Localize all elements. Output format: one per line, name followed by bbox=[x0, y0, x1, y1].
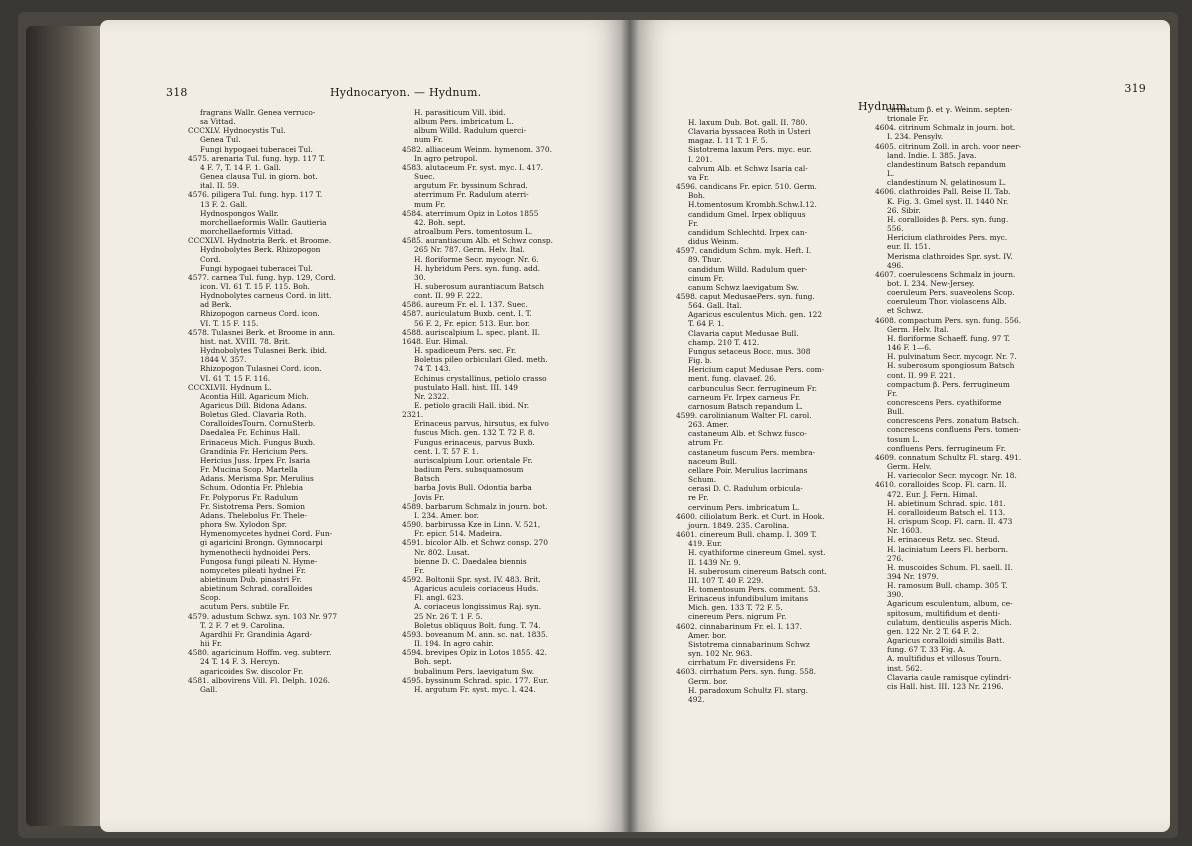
text-line: concrescens Pers. cyathiforme bbox=[887, 398, 1002, 407]
text-line: castaneum Alb. et Schwz fusco- bbox=[688, 429, 807, 439]
text-line: Hydnobolytes Tulasnei Berk. ibid. bbox=[200, 346, 327, 356]
text-line: CoralloidesTourn. CornuSterb. bbox=[200, 419, 316, 429]
text-line: Hericius Juss. Irpex Fr. Isaria bbox=[200, 455, 311, 465]
text-line: K. Fig. 3. Gmel syst. II. 1440 Nr. bbox=[887, 196, 1009, 206]
page-number: 319 bbox=[1124, 82, 1146, 95]
text-line: cinereum Pers. nigrum Fr. bbox=[688, 612, 787, 622]
text-line: album Willd. Radulum querci- bbox=[414, 126, 527, 136]
text-line: 74 T. 143. bbox=[414, 364, 451, 374]
text-line: VI. 61 T. 15 F. 116. bbox=[200, 373, 271, 383]
text-line: morchellaeformis Vittad. bbox=[200, 227, 293, 237]
text-line: Nr. 2322. bbox=[414, 391, 450, 401]
text-line: confluens Pers. ferrugineum Fr. bbox=[887, 443, 1006, 453]
text-line: E. petiolo gracili Hall. ibid. Nr. bbox=[414, 401, 530, 410]
text-line: CCCXLVI. Hydnotria Berk. et Broome. bbox=[188, 236, 332, 246]
text-line: morchellaeformis Wallr. Gautieria bbox=[200, 217, 327, 227]
text-line: eur. II. 151. bbox=[887, 242, 931, 252]
text-line: 4592. Boltonii Spr. syst. IV. 483. Brit. bbox=[402, 574, 541, 584]
text-line: gi agaricini Brongn. Gymnocarpi bbox=[200, 538, 323, 548]
text-line: 265 Nr. 787. Germ. Helv. Ital. bbox=[414, 245, 525, 255]
text-line: Germ. Helv. bbox=[887, 462, 932, 472]
text-column bbox=[402, 108, 612, 694]
text-line: CCCXLV. Hydnocystis Tul. bbox=[188, 126, 286, 136]
text-line: land. Indie. I. 385. Java. bbox=[887, 150, 977, 160]
text-line: 472. Eur. J. Fern. Himal. bbox=[887, 489, 978, 499]
text-line: 4578. Tulasnei Berk. et Broome in ann. bbox=[188, 327, 336, 337]
text-line: Fungus erinaceus, parvus Buxb. bbox=[414, 437, 535, 447]
text-line: 4595. byssinum Schrad. spic. 177. Eur. bbox=[402, 675, 549, 685]
text-line: 4603. cirrhatum Pers. syn. fung. 558. bbox=[676, 667, 816, 677]
text-line: Fr. bbox=[688, 218, 699, 228]
text-line: 13 F. 2. Gall. bbox=[200, 199, 248, 209]
text-line: 4601. cinereum Bull. champ. I. 309 T. bbox=[676, 530, 817, 540]
text-line: barba Jovis Bull. Odontia barba bbox=[414, 483, 532, 493]
text-line: cont. II. 99 F. 222. bbox=[414, 291, 483, 301]
text-line: aterrimum Fr. Radulum aterri- bbox=[414, 190, 529, 200]
text-line: II. 1439 Nr. 9. bbox=[688, 557, 741, 567]
text-line: Agaricus esculentus Mich. gen. 122 bbox=[688, 310, 823, 320]
text-line: concrescens confluens Pers. tomen- bbox=[887, 425, 1022, 435]
text-line: 4593. boveanum M. ann. sc. nat. 1835. bbox=[402, 629, 549, 639]
text-line: 42. Boh. sept. bbox=[414, 217, 466, 227]
text-line: candidum Schlechtd. Irpex can- bbox=[688, 227, 808, 237]
text-line: calvum Alb. et Schwz Isaria cal- bbox=[688, 163, 808, 173]
text-line: 1648. Eur. Himal. bbox=[402, 336, 469, 346]
text-line: Schum. bbox=[688, 475, 717, 485]
text-line: H. paradoxum Schultz Fl. starg. bbox=[688, 685, 808, 695]
text-line: H. coralloides β. Pers. syn. fung. bbox=[887, 214, 1009, 224]
text-line: ment. fung. clavaef. 26. bbox=[688, 374, 777, 384]
text-line: atroalbum Pers. tomentosum L. bbox=[414, 227, 533, 237]
text-line: Sistotrema cinnabarinum Schwz bbox=[688, 639, 810, 649]
text-line: gen. 122 Nr. 2 T. 64 F. 2. bbox=[887, 626, 979, 636]
text-line: H. cyathiforme cinereum Gmel. syst. bbox=[688, 548, 826, 558]
text-line: 4581. albovirens Vill. Fl. Delph. 1026. bbox=[188, 675, 331, 685]
text-line: magaz. I. 11 T. 1 F. 5. bbox=[688, 136, 768, 146]
text-line: clandestinum Batsch repandum bbox=[887, 159, 1006, 169]
text-line: 276. bbox=[887, 553, 904, 563]
text-line: inst. 562. bbox=[887, 663, 923, 673]
text-line: Clavaria caput Medusae Bull. bbox=[688, 328, 799, 338]
text-line: Adans. Merisma Spr. Merulius bbox=[200, 474, 314, 484]
text-line: Daedalea Fr. Echinus Hall. bbox=[200, 428, 301, 438]
text-line: hii Fr. bbox=[200, 639, 223, 649]
text-line: Scop. bbox=[200, 593, 221, 603]
text-line: Acontia Hill. Agaricum Mich. bbox=[200, 391, 309, 401]
text-line: Gall. bbox=[200, 684, 218, 694]
text-line: Grandinia Fr. Hericium Pers. bbox=[200, 446, 309, 456]
text-line: Mich. gen. 133 T. 72 F. 5. bbox=[688, 603, 783, 613]
text-line: compactum β. Pers. ferrugineum bbox=[887, 379, 1010, 389]
text-line: Suec. bbox=[414, 172, 435, 182]
text-line: cellare Poir. Merulius lacrimans bbox=[688, 465, 808, 475]
text-line: cont. II. 99 F. 221. bbox=[887, 370, 956, 380]
page-number: 318 bbox=[166, 86, 188, 99]
text-line: Hydnobolytes carneus Cord. in litt. bbox=[200, 291, 332, 301]
text-line: atrum Fr. bbox=[688, 438, 724, 448]
text-column bbox=[875, 105, 1080, 691]
text-line: I. 234. Amer. bor. bbox=[414, 510, 479, 520]
text-line: Clavaria byssacea Roth in Usteri bbox=[688, 127, 811, 137]
text-line: ital. II. 59. bbox=[200, 181, 240, 191]
text-line: 146 F. 1—6. bbox=[887, 343, 932, 353]
text-line: Fl. angl. 623. bbox=[414, 593, 464, 603]
text-line: bubalinum Pers. laevigatum Sw. bbox=[414, 666, 535, 676]
text-line: 564. Gall. Ital. bbox=[688, 301, 742, 311]
text-line: 4584. aterrimum Opiz in Lotos 1855 bbox=[402, 208, 539, 218]
text-line: 4606. clathroides Pall. Reise II. Tab. bbox=[875, 187, 1011, 197]
text-line: 4583. alutaceum Fr. syst. myc. I. 417. bbox=[402, 162, 544, 172]
text-line: Fr. epicr. 514. Madeira. bbox=[414, 529, 503, 539]
text-line: 4579. adustum Schwz. syn. 103 Nr. 977 bbox=[188, 611, 338, 621]
text-line: Hericium caput Medusae Pers. com- bbox=[688, 365, 825, 375]
running-head: Hydnocaryon. — Hydnum. bbox=[330, 86, 482, 99]
text-line: 556. bbox=[887, 224, 904, 234]
text-line: fung. 67 T. 33 Fig. A. bbox=[887, 645, 966, 655]
text-line: 4585. aurantiacum Alb. et Schwz consp. bbox=[402, 236, 553, 246]
text-line: A. multifidus et villosus Tourn. bbox=[887, 654, 1002, 664]
text-line: candidum Willd. Radulum quer- bbox=[688, 264, 808, 274]
text-line: Nr. 1603. bbox=[887, 526, 923, 536]
text-line: H. suberosum aurantiacum Batsch bbox=[414, 281, 545, 291]
text-line: T. 64 F. 1. bbox=[688, 319, 725, 329]
text-line: bot. I. 234. New-Jersey. bbox=[887, 278, 975, 288]
text-line: Fungi hypogaei tuberacei Tul. bbox=[200, 263, 313, 273]
text-line: 263. Amer. bbox=[688, 420, 729, 430]
text-line: Boh. sept. bbox=[414, 657, 452, 667]
text-line: Fungi hypogaei tuberacei Tul. bbox=[200, 144, 313, 154]
text-line: VI. T. 15 F. 115. bbox=[200, 318, 259, 328]
text-line: 4591. bicolor Alb. et Schwz consp. 270 bbox=[402, 538, 548, 548]
text-column bbox=[676, 118, 876, 704]
page-edges bbox=[26, 26, 100, 826]
text-line: Clavaria caule ramisque cylindri- bbox=[887, 672, 1012, 682]
text-line: A. coriaceus longissimus Raj. syn. bbox=[414, 602, 542, 612]
text-line: fragrans Wallr. Genea verruco- bbox=[200, 108, 316, 117]
text-line: Adans. Thelebolus Fr. Thele- bbox=[200, 510, 307, 520]
text-line: canum Schwz laevigatum Sw. bbox=[688, 282, 799, 292]
text-line: 4587. auriculatum Buxb. cent. I. T. bbox=[402, 309, 532, 319]
text-line: 4609. connatum Schultz Fl. starg. 491. bbox=[875, 452, 1022, 462]
left-page bbox=[100, 20, 630, 832]
text-line: 4604. citrinum Schmalz in journ. bot. bbox=[875, 123, 1016, 133]
text-line: Boh. bbox=[688, 191, 705, 201]
text-line: num Fr. bbox=[414, 135, 444, 145]
text-line: H. floriforme Secr. mycogr. Nr. 6. bbox=[414, 254, 539, 264]
text-line: cent. I. T. 57 F. 1. bbox=[414, 446, 479, 456]
text-line: Hydnospongos Wallr. bbox=[200, 208, 279, 218]
text-line: ad Berk. bbox=[200, 300, 232, 310]
text-line: Fig. b. bbox=[688, 356, 713, 366]
text-line: Echinus crystallinus, petiolo crasso bbox=[414, 373, 547, 383]
text-line: Amer. bor. bbox=[688, 630, 727, 640]
text-line: et Schwz. bbox=[887, 306, 924, 316]
text-line: H. ramosum Bull. champ. 305 T. bbox=[887, 581, 1008, 591]
text-line: 4577. carnea Tul. fung. hyp. 129, Cord. bbox=[188, 272, 336, 282]
text-line: 394 Nr. 1979. bbox=[887, 571, 939, 581]
text-line: H. floriforme Schaeff. fung. 97 T. bbox=[887, 333, 1010, 343]
text-line: concrescens Pers. zonatum Batsch. bbox=[887, 416, 1020, 426]
text-line: abietinum Dub. pinastri Fr. bbox=[200, 574, 302, 584]
text-line: sa Vittad. bbox=[200, 117, 236, 127]
text-line: III. 107 T. 40 F. 229. bbox=[688, 575, 764, 585]
text-line: Fungus setaceus Bocc. mus. 308 bbox=[688, 346, 811, 356]
text-line: agaricoides Sw. discolor Fr. bbox=[200, 666, 304, 676]
text-line: Genea clausa Tul. in giorn. bot. bbox=[200, 172, 318, 182]
text-line: 4610. coralloides Scop. Fl. carn. II. bbox=[875, 480, 1007, 490]
text-line: H. laciniatum Leers Fl. herborn. bbox=[887, 544, 1009, 554]
text-line: candidum Gmel. Irpex obliquus bbox=[688, 209, 806, 219]
running-head: Hydnum. bbox=[858, 100, 911, 113]
text-line: 26. Sibir. bbox=[887, 205, 921, 215]
text-line: Erinaceus infundibulum imitans bbox=[688, 594, 808, 604]
text-line: Boletus Gled. Clavaria Roth. bbox=[200, 410, 307, 420]
text-line: 25 Nr. 26 T. 1 F. 5. bbox=[414, 611, 483, 621]
text-line: H. hybridum Pers. syn. fung. add. bbox=[414, 263, 540, 273]
text-line: 4586. aureum Fr. el. I. 137. Suec. bbox=[402, 300, 528, 310]
text-line: Cord. bbox=[200, 254, 221, 264]
text-line: H. muscoides Schum. Fl. saell. II. bbox=[887, 562, 1013, 572]
text-line: carneum Fr. Irpex carneus Fr. bbox=[688, 392, 801, 402]
text-line: Agaricus Dill. Bidona Adans. bbox=[200, 401, 307, 410]
text-line: 4576. piligera Tul. fung. hyp. 117 T. bbox=[188, 190, 323, 200]
text-line: T. 2 F. 7 et 9. Carolina. bbox=[200, 620, 285, 630]
text-line: CCCXLVII. Hydnum L. bbox=[188, 382, 272, 392]
text-line: 390. bbox=[887, 590, 904, 600]
text-line: Fungosa fungi pileati N. Hyme- bbox=[200, 556, 318, 566]
text-line: 4594. brevipes Opiz in Lotos 1855. 42. bbox=[402, 648, 547, 658]
text-line: H. coralloideum Batsch el. 113. bbox=[887, 507, 1006, 517]
text-line: didus Weinm. bbox=[688, 237, 739, 247]
text-line: castaneum fuscum Pers. membra- bbox=[688, 447, 816, 457]
text-column bbox=[188, 108, 388, 694]
text-line: Fr. Polyporus Fr. Radulum bbox=[200, 492, 299, 502]
text-line: 30. bbox=[414, 272, 426, 282]
text-line: Agardhii Fr. Grandinia Agard- bbox=[200, 629, 312, 639]
text-line: Agaricus aculeis coriaceus Huds. bbox=[414, 584, 539, 594]
text-line: 4596. candicans Fr. epicr. 510. Germ. bbox=[676, 182, 817, 192]
text-line: syn. 102 Nr. 963. bbox=[688, 649, 753, 659]
text-line: tosum L. bbox=[887, 434, 920, 444]
text-line: Hericium clathroides Pers. myc. bbox=[887, 233, 1008, 243]
text-line: cirrhatum β. et γ. Weinm. septen- bbox=[887, 105, 1013, 114]
text-line: Rhizopogon carneus Cord. icon. bbox=[200, 309, 320, 319]
text-line: H. laxum Dub. Bot. gall. II. 780. bbox=[688, 118, 808, 127]
text-line: Jovis Fr. bbox=[414, 492, 445, 502]
text-line: 24 T. 14 F. 3. Hercyn. bbox=[200, 657, 280, 667]
text-line: Sistotrema laxum Pers. myc. eur. bbox=[688, 145, 812, 155]
text-line: L. bbox=[887, 169, 895, 179]
text-line: 4608. compactum Pers. syn. fung. 556. bbox=[875, 315, 1022, 325]
text-line: 4602. cinnabarinum Fr. el. I. 137. bbox=[676, 621, 802, 631]
text-line: 4 F. 7, T. 14 F. 1. Gall. bbox=[200, 162, 281, 172]
text-line: H. abietinum Schrad. spic. 181. bbox=[887, 498, 1006, 508]
text-line: H. spadiceum Pers. sec. Fr. bbox=[414, 346, 517, 356]
text-line: va Fr. bbox=[688, 172, 710, 182]
text-line: cervinum Pers. imbricatum L. bbox=[688, 502, 800, 512]
text-line: 4605. citrinum Zoll. in arch. voor neer- bbox=[875, 141, 1022, 151]
text-line: trionale Fr. bbox=[887, 114, 929, 124]
text-line: Hymenomycetes hydnei Cord. Fun- bbox=[200, 529, 333, 539]
text-line: 4588. auriscalpium L. spec. plant. II. bbox=[402, 327, 540, 337]
text-line: Bull. bbox=[887, 407, 905, 417]
text-line: spitosum, multifidum et denti- bbox=[887, 608, 1001, 618]
text-line: mum Fr. bbox=[414, 199, 446, 209]
text-line: cerasi D. C. Radulum orbicula- bbox=[688, 484, 803, 494]
text-line: abietinum Schrad. coralloides bbox=[200, 584, 313, 594]
text-line: Fr. bbox=[414, 565, 425, 575]
text-line: Boletus obliquus Bolt. fung. T. 74. bbox=[414, 620, 541, 630]
text-line: 4599. carolinianum Walter Fl. carol. bbox=[676, 411, 812, 420]
text-line: H. pulvinatum Secr. mycogr. Nr. 7. bbox=[887, 352, 1017, 362]
text-line: nomycetes pileati hydnei Fr. bbox=[200, 565, 307, 575]
text-line: H. crispum Scop. Fl. carn. II. 473 bbox=[887, 517, 1013, 527]
text-line: I. 234. Pensylv. bbox=[887, 132, 944, 142]
text-line: 4597. candidum Schm. myk. Heft. I. bbox=[676, 246, 812, 256]
text-line: II. 194. In agro cahir. bbox=[414, 639, 494, 649]
text-line: icon. VI. 61 T. 15 F. 115. Boh. bbox=[200, 281, 310, 291]
text-line: culatum, denticulis asperis Mich. bbox=[887, 617, 1012, 627]
text-line: H. tomentosum Pers. comment. 53. bbox=[688, 584, 821, 594]
text-line: pustulato Hall. hist. III. 149 bbox=[414, 382, 518, 392]
text-line: phora Sw. Xylodon Spr. bbox=[200, 520, 287, 530]
book-gutter bbox=[621, 20, 639, 832]
text-line: Fr. bbox=[887, 388, 898, 398]
text-line: Germ. bor. bbox=[688, 676, 728, 686]
text-line: badium Pers. subsquamosum bbox=[414, 465, 524, 475]
text-line: carbunculus Secr. ferrugineum Fr. bbox=[688, 383, 817, 393]
text-line: 419. Eur. bbox=[688, 539, 723, 549]
text-line: In agro petropol. bbox=[414, 153, 478, 163]
text-line: coeruleum Pers. suaveolens Scop. bbox=[887, 288, 1015, 298]
text-line: I. 201. bbox=[688, 154, 713, 164]
text-line: 1844 V. 357. bbox=[200, 355, 247, 365]
text-line: hist. nat. XVIII. 78. Brit. bbox=[200, 336, 291, 346]
text-line: Genea Tul. bbox=[200, 135, 241, 145]
right-page bbox=[630, 20, 1170, 832]
text-line: acutum Pers. subtile Fr. bbox=[200, 602, 290, 612]
text-line: Erinaceus Mich. Fungus Buxb. bbox=[200, 437, 316, 447]
text-line: Fr. Sistotrema Pers. Somion bbox=[200, 501, 305, 511]
text-line: Rhizopogon Tulasnei Cord. icon. bbox=[200, 364, 322, 374]
text-line: naceum Bull. bbox=[688, 456, 738, 466]
text-line: Schum. Odontia Fr. Phlebia bbox=[200, 483, 304, 493]
text-line: clandestinum N. gelatinosum L. bbox=[887, 178, 1007, 188]
text-line: 4582. alliaceum Weinm. hymenom. 370. bbox=[402, 144, 552, 154]
text-line: coeruleum Thor. violascens Alb. bbox=[887, 297, 1007, 307]
text-line: H. erinaceus Retz. sec. Steud. bbox=[887, 535, 1000, 545]
text-line: H. variecolor Secr. mycogr. Nr. 18. bbox=[887, 471, 1017, 481]
text-line: cinum Fr. bbox=[688, 273, 724, 283]
text-line: argutum Fr. byssinum Schrad. bbox=[414, 181, 528, 191]
text-line: fuscus Mich. gen. 132 T. 72 F. 8. bbox=[414, 428, 535, 438]
text-line: H. suberosum cinereum Batsch cont. bbox=[688, 566, 827, 576]
text-line: Agaricus coralloidi similis Batt. bbox=[887, 636, 1005, 646]
text-line: 4598. caput MedusaePers. syn. fung. bbox=[676, 291, 815, 301]
text-line: Hydnobolytes Berk. Rhizopogon bbox=[200, 245, 321, 255]
text-line: H. parasiticum Vill. ibid. bbox=[414, 108, 506, 117]
text-line: Erinaceus parvus, hirsutus, ex fulvo bbox=[414, 419, 549, 429]
text-line: Germ. Helv. Ital. bbox=[887, 324, 949, 334]
text-line: album Pers. imbricatum L. bbox=[414, 117, 514, 127]
text-line: Merisma clathroides Spr. syst. IV. bbox=[887, 251, 1013, 261]
text-line: re Fr. bbox=[688, 493, 709, 503]
text-line: biennе D. C. Daedalea biennis bbox=[414, 556, 527, 566]
text-line: 4575. arenaria Tul. fung. hyp. 117 T. bbox=[188, 153, 326, 163]
text-line: H.tomentosum Krombh.Schw.I.12. bbox=[688, 200, 817, 210]
text-line: Boletus pileo orbiculari Gled. meth. bbox=[414, 355, 548, 365]
text-line: 4589. barbarum Schmalz in journ. bot. bbox=[402, 501, 548, 511]
text-line: 4590. barbirussa Kze in Linn. V. 521, bbox=[402, 520, 541, 530]
text-line: 2321. bbox=[402, 410, 424, 420]
text-line: 56 F. 2, Fr. epicr. 513. Eur. bor. bbox=[414, 318, 531, 328]
text-line: hymenothecii hydnoidei Pers. bbox=[200, 547, 311, 557]
text-line: 492. bbox=[688, 694, 705, 704]
text-line: journ. 1849. 235. Carolina. bbox=[688, 520, 790, 530]
text-line: Nr. 802. Lusat. bbox=[414, 547, 470, 557]
text-line: champ. 210 T. 412. bbox=[688, 337, 760, 347]
text-line: 496. bbox=[887, 260, 904, 270]
text-line: carnosum Batsch repandum L. bbox=[688, 401, 803, 411]
text-line: cis Hall. hist. III. 123 Nr. 2196. bbox=[887, 681, 1004, 691]
text-line: 89. Thur. bbox=[688, 255, 722, 265]
text-line: Agaricum esculentum, album, ce- bbox=[887, 599, 1013, 609]
text-line: 4580. agaricinum Hoffm. veg. subterr. bbox=[188, 648, 332, 658]
text-line: auriscalpium Lour. orientale Fr. bbox=[414, 455, 533, 465]
text-line: 4607. coerulescens Schmalz in journ. bbox=[875, 269, 1016, 279]
text-line: H. suberosum spongiosum Batsch bbox=[887, 361, 1015, 371]
text-line: H. argutum Fr. syst. myc. I. 424. bbox=[414, 684, 536, 694]
text-line: cirrhatum Fr. diversidens Fr. bbox=[688, 658, 796, 668]
book-spread bbox=[18, 12, 1178, 838]
text-line: Batsch bbox=[414, 474, 440, 484]
text-line: Fr. Mucina Scop. Martella bbox=[200, 465, 298, 475]
text-line: 4600. ciliolatum Berk. et Curt. in Hook. bbox=[676, 511, 825, 521]
